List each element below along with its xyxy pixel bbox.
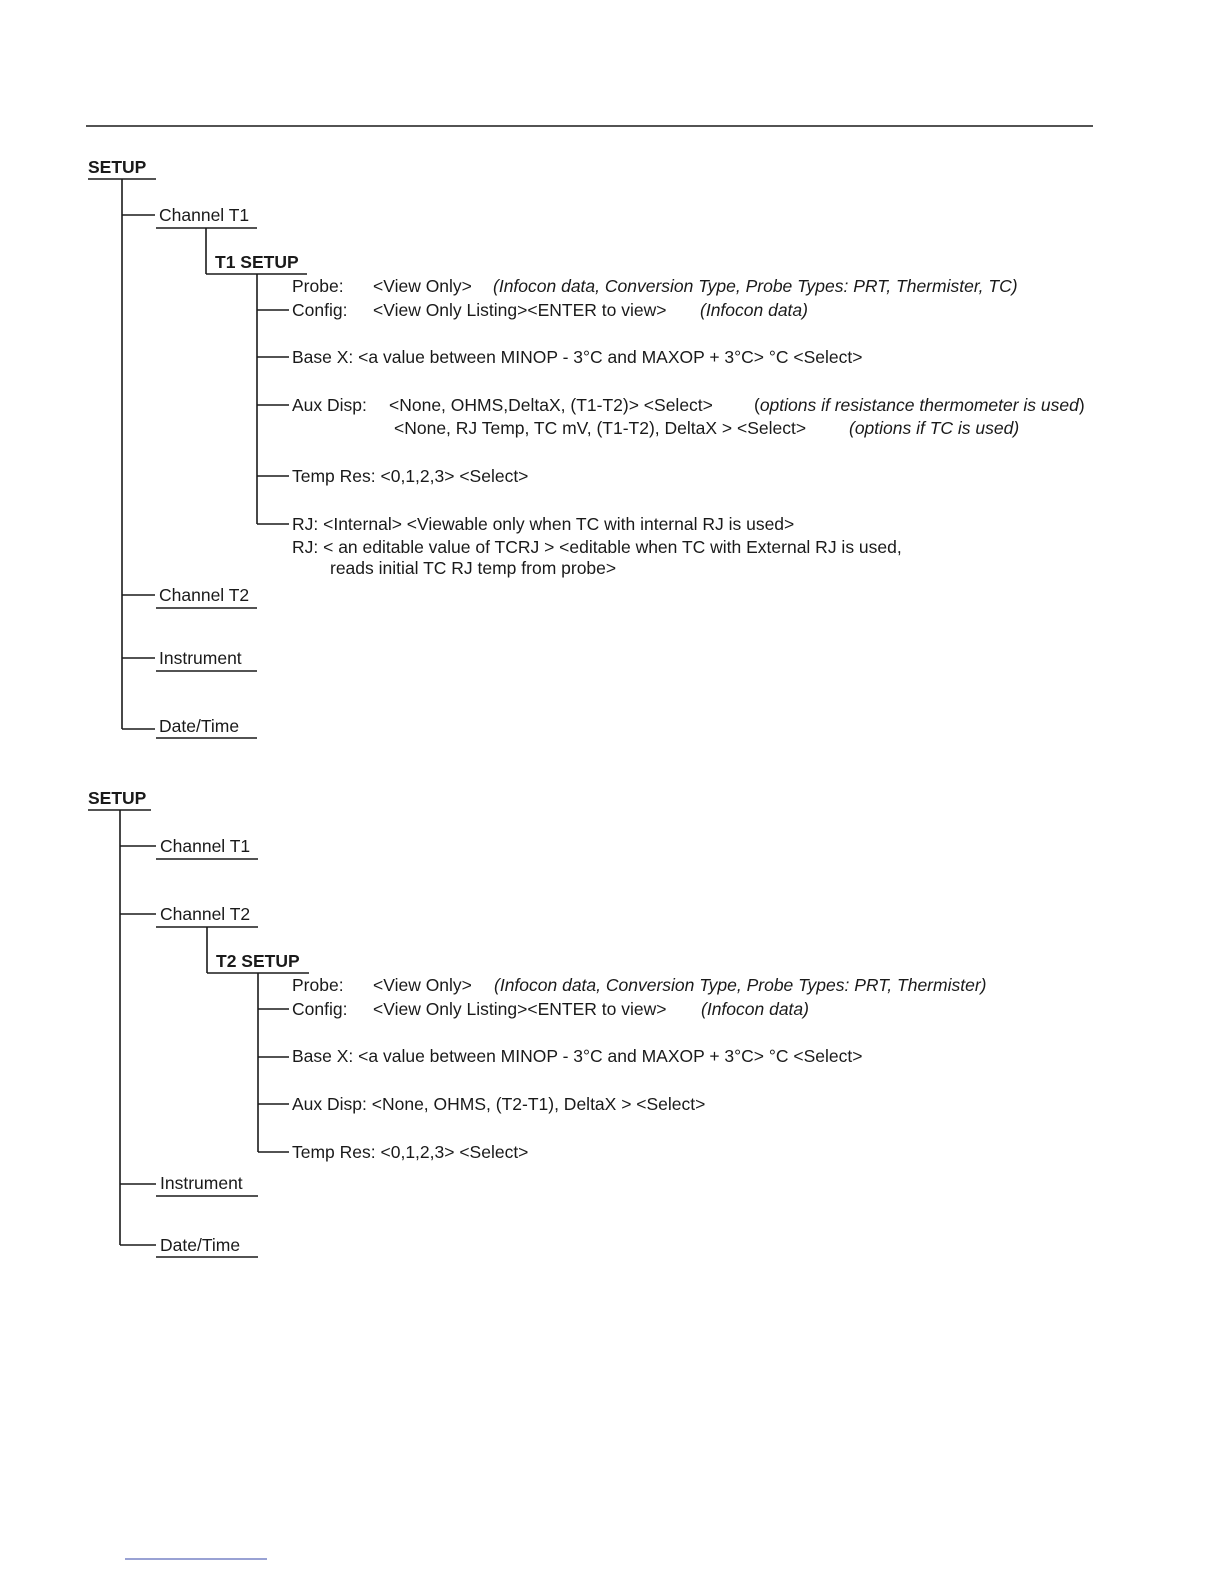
d1-sub-heading: T1 SETUP [215, 252, 299, 272]
d1-probe-value: <View Only> [373, 276, 472, 296]
d2-instrument-label: Instrument [160, 1173, 243, 1193]
d2-base-x: Base X: <a value between MINOP - 3°C and MAXOP + 3°C> °C <Select> [292, 1046, 863, 1066]
d1-channel-t1-label: Channel T1 [159, 205, 250, 225]
d1-config-value: <View Only Listing><ENTER to view> [373, 300, 667, 320]
d2-channel-t2-label: Channel T2 [160, 904, 251, 924]
d1-aux-label: Aux Disp: [292, 395, 367, 415]
d1-aux-note-tc: (options if TC is used) [849, 418, 1020, 438]
d1-instrument-label: Instrument [159, 648, 242, 668]
d1-datetime-label: Date/Time [159, 716, 240, 736]
d1-rj-external: RJ: < an editable value of TCRJ > <editable when TC with External RJ is used, [292, 537, 902, 557]
d2-probe-value: <View Only> [373, 975, 472, 995]
d1-rj-internal: RJ: <Internal> <Viewable only when TC with internal RJ is used> [292, 514, 795, 534]
d2-temp-res: Temp Res: <0,1,2,3> <Select> [292, 1142, 529, 1162]
d2-root-label: SETUP [88, 788, 147, 808]
d2-channel-t1-label: Channel T1 [160, 836, 251, 856]
d2-aux-disp: Aux Disp: <None, OHMS, (T2-T1), DeltaX > <Select> [292, 1094, 706, 1114]
d1-rj-external-cont: reads initial TC RJ temp from probe> [330, 558, 617, 578]
d1-aux-value-tc: <None, RJ Temp, TC mV, (T1-T2), DeltaX > <Select> [394, 418, 807, 438]
d1-aux-note: (options if resistance thermometer is used) [754, 395, 1085, 415]
d2-probe-note: (Infocon data, Conversion Type, Probe Types: PRT, Thermister) [494, 975, 987, 995]
d1-probe-note: (Infocon data, Conversion Type, Probe Types: PRT, Thermister, TC) [493, 276, 1018, 296]
d2-config-label: Config: [292, 999, 348, 1019]
d1-root-label: SETUP [88, 157, 147, 177]
d1-channel-t2-label: Channel T2 [159, 585, 250, 605]
d1-base-x: Base X: <a value between MINOP - 3°C and MAXOP + 3°C> °C <Select> [292, 347, 863, 367]
d1-config-note: (Infocon data) [700, 300, 808, 320]
d2-probe-label: Probe: [292, 975, 344, 995]
d2-datetime-label: Date/Time [160, 1235, 241, 1255]
d1-temp-res: Temp Res: <0,1,2,3> <Select> [292, 466, 529, 486]
d2-config-note: (Infocon data) [701, 999, 809, 1019]
d2-sub-heading: T2 SETUP [216, 951, 300, 971]
d1-aux-value: <None, OHMS,DeltaX, (T1-T2)> <Select> [389, 395, 713, 415]
d2-config-value: <View Only Listing><ENTER to view> [373, 999, 667, 1019]
d1-config-label: Config: [292, 300, 348, 320]
d1-probe-label: Probe: [292, 276, 344, 296]
